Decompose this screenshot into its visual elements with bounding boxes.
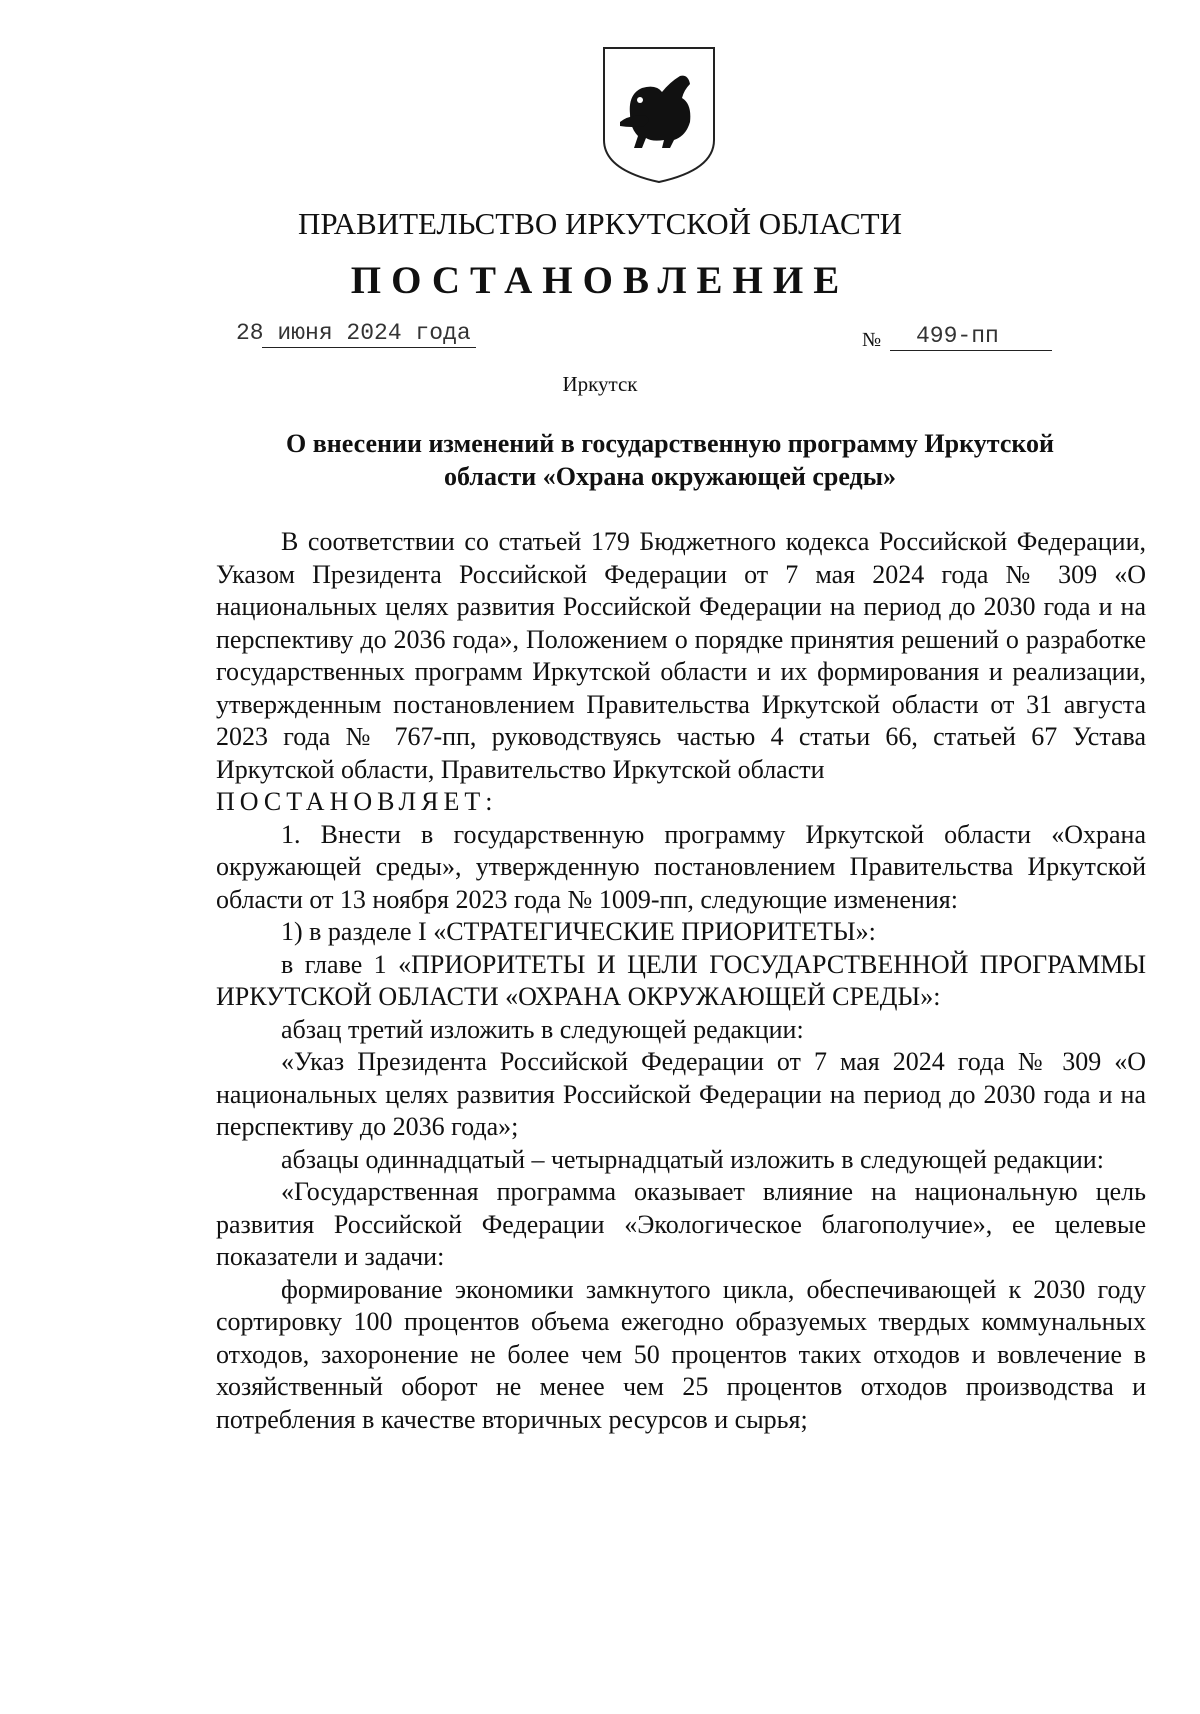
title-line-2: области «Охрана окружающей среды»	[444, 462, 896, 491]
document-type: ПОСТАНОВЛЕНИЕ	[350, 259, 850, 302]
paragraph: «Указ Президента Российской Федерации от 7 мая 2024 года № 309 «О национальных целях развития Российской Федерации на период до 2030 года и на перспективу до 2036 года»;	[216, 1047, 1146, 1141]
resolve-heading: ПОСТАНОВЛЯЕТ:	[216, 787, 498, 816]
paragraph: 1) в разделе I «СТРАТЕГИЧЕСКИЕ ПРИОРИТЕТЫ»:	[281, 917, 876, 946]
paragraph: формирование экономики замкнутого цикла, обеспечивающей к 2030 году сортировку 100 процентов объема ежегодно образуемых твердых коммунальных отходов, захоронение не более чем 50 процентов таких отходов и вовлечение в хозяйственный оборот не менее чем 25 процентов отходов производства и потребления в качестве вторичных ресурсов и сырья;	[216, 1274, 1146, 1434]
number-sign: №	[862, 329, 882, 351]
paragraph: 1. Внести в государственную программу Иркутской области «Охрана окружающей среды», утвержденную постановлением Правительства Иркутской области от 13 ноября 2023 года № 1009-пп, следующие изменения:	[216, 819, 1146, 914]
document-number: 499-пп	[916, 323, 999, 349]
date-underline	[262, 347, 476, 348]
document-title	[220, 427, 1120, 493]
document-body	[216, 526, 1146, 1436]
city-name: Иркутск	[562, 372, 638, 396]
paragraph: В соответствии со статьей 179 Бюджетного кодекса Российской Федерации, Указом Президента Российской Федерации от 7 мая 2024 года № 309 «О национальных целях развития Российской Федерации на период до 2030 года и на перспективу до 2036 года», Положением о порядке принятия решений о разработке государственных программ Иркутской области и их формирования и реализации, утвержденным постановлением Правительства Иркутской области от 31 августа 2023 года № 767-пп, руководствуясь частью 4 статьи 66, статьей 67 Устава Иркутской области, Правительство Иркутской области	[216, 527, 1146, 784]
paragraph: абзацы одиннадцатый – четырнадцатый изложить в следующей редакции:	[281, 1144, 1104, 1174]
document-date: 28 июня 2024 года	[236, 320, 471, 346]
organization-name: ПРАВИТЕЛЬСТВО ИРКУТСКОЙ ОБЛАСТИ	[297, 206, 902, 241]
title-line-1: О внесении изменений в государственную программу Иркутской	[286, 429, 1054, 458]
paragraph: в главе 1 «ПРИОРИТЕТЫ И ЦЕЛИ ГОСУДАРСТВЕННОЙ ПРОГРАММЫ ИРКУТСКОЙ ОБЛАСТИ «ОХРАНА ОКРУЖАЮЩЕЙ СРЕДЫ»:	[216, 949, 1146, 1011]
paragraph: «Государственная программа оказывает влияние на национальную цель развития Российской Федерации «Экологическое благополучие», ее целевые показатели и задачи:	[216, 1177, 1146, 1271]
paragraph: абзац третий изложить в следующей редакции:	[281, 1014, 804, 1044]
number-underline	[890, 350, 1052, 351]
irkutsk-coat-of-arms-icon	[600, 44, 718, 186]
